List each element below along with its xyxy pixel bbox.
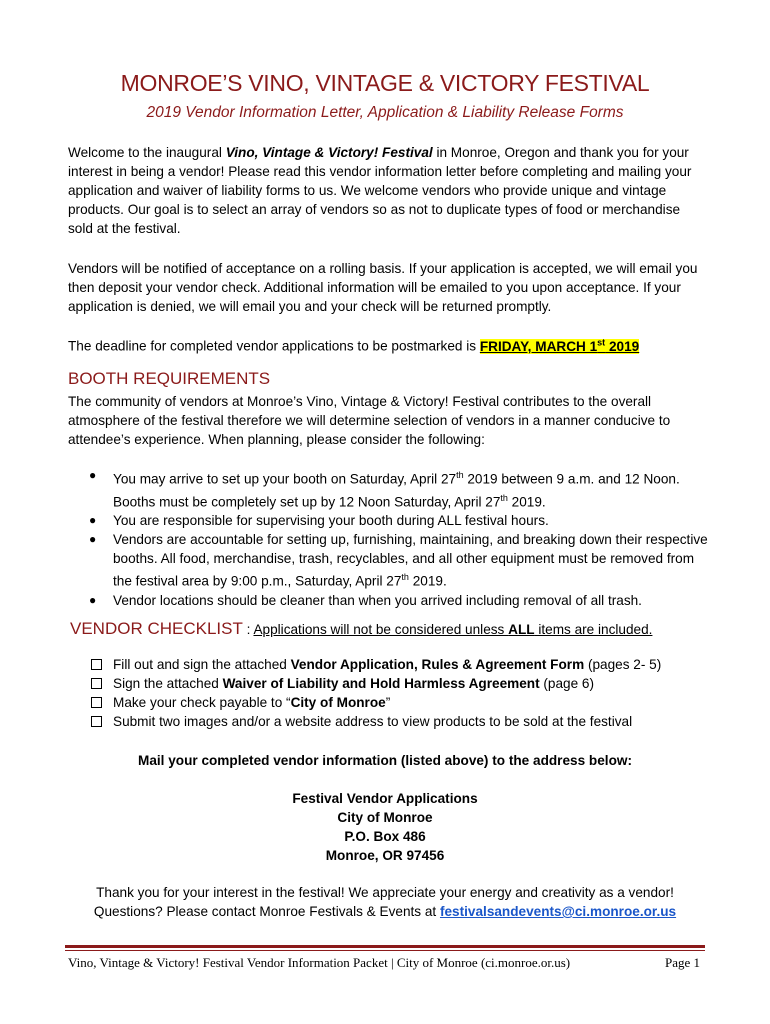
- checklist-item: Submit two images and/or a website address to view products to be sold at the festival: [91, 712, 661, 731]
- list-item: ● You are responsible for supervising your booth during ALL festival hours.: [89, 513, 549, 529]
- bullet-icon: ●: [89, 592, 97, 607]
- bullet-icon: ●: [89, 513, 97, 528]
- festival-name: Vino, Vintage & Victory! Festival: [225, 145, 433, 160]
- list-item: ● Vendor locations should be cleaner than when you arrived including removal of all trash.: [89, 592, 642, 608]
- footer-text: Vino, Vintage & Victory! Festival Vendor Information Packet | City of Monroe (ci.monroe.or.us): [68, 955, 571, 970]
- checkbox-icon[interactable]: [91, 716, 102, 727]
- bullet-icon: ●: [89, 532, 97, 547]
- intro-paragraph-1: Welcome to the inaugural Vino, Vintage & Victory! Festival in Monroe, Oregon and thank you for your interest in being a vendor! Please read this vendor information letter before completing and mailing your application and waiver of liability forms to us. We welcome vendors who provide unique and vintage products. Our goal is to select an array of vendors so as not to duplicate types of food or merchandise sold at the festival.: [68, 145, 692, 236]
- booth-intro-paragraph: The community of vendors at Monroe’s Vino, Vintage & Victory! Festival contributes to the overall atmosphere of the festival therefore we will determine selection of vendors in a manner conducive to attendee’s experience. When planning, please consider the following:: [68, 394, 671, 447]
- mail-instruction: Mail your completed vendor information (listed above) to the address below:: [138, 753, 632, 768]
- intro-paragraph-2: Vendors will be notified of acceptance on a rolling basis. If your application is accepted, we will email you then deposit your vendor check. Additional information will be emailed to you upon acceptance. If your application is denied, we will email you and your check will be returned promptly.: [68, 261, 698, 314]
- page-subtitle: 2019 Vendor Information Letter, Application & Liability Release Forms: [146, 104, 624, 121]
- checkbox-icon[interactable]: [91, 659, 102, 670]
- booth-requirements-heading: BOOTH REQUIREMENTS: [68, 369, 271, 388]
- vendor-checklist: [91, 655, 661, 731]
- deadline-paragraph: The deadline for completed vendor applications to be postmarked is FRIDAY, MARCH 1st 2019: [68, 337, 640, 354]
- vendor-checklist-heading: VENDOR CHECKLIST : Applications will not be considered unless ALL items are included.: [70, 619, 653, 638]
- checkbox-icon[interactable]: [91, 697, 102, 708]
- list-item: ● You may arrive to set up your booth on Saturday, April 27th 2019 between 9 a.m. and 12 Noon. Booths must be completely set up by 12 Noon Saturday, April 27th 2019.: [89, 468, 680, 510]
- footer-divider-thin: [65, 950, 705, 951]
- mailing-address: Festival Vendor Applications City of Monroe P.O. Box 486 Monroe, OR 97456: [292, 791, 478, 863]
- bullet-icon: ●: [89, 468, 97, 482]
- booth-bullet-list: [68, 466, 708, 610]
- list-item: ● Vendors are accountable for setting up, furnishing, maintaining, and breaking down their respective booths. All food, merchandise, trash, recyclables, and all other equipment must be removed from the festival area by 9:00 p.m., Saturday, April 27th 2019.: [89, 532, 708, 589]
- checklist-item: Sign the attached Waiver of Liability and Hold Harmless Agreement (page 6): [91, 674, 661, 693]
- checklist-note: Applications will not be considered unless ALL items are included.: [253, 622, 653, 637]
- page-number: Page 1: [664, 955, 700, 970]
- footer-divider: [65, 945, 705, 948]
- closing-paragraph: Thank you for your interest in the festival! We appreciate your energy and creativity as a vendor! Questions? Please contact Monroe Festivals & Events at festivalsandevents@ci.monroe.or.us: [93, 885, 677, 919]
- checklist-item: Fill out and sign the attached Vendor Application, Rules & Agreement Form (pages 2- 5): [91, 655, 661, 674]
- page-title: MONROE’S VINO, VINTAGE & VICTORY FESTIVAL: [120, 70, 650, 96]
- checkbox-icon[interactable]: [91, 678, 102, 689]
- deadline-date: FRIDAY, MARCH 1st 2019: [479, 337, 640, 354]
- contact-email-link[interactable]: festivalsandevents@ci.monroe.or.us: [439, 904, 677, 919]
- checklist-item: Make your check payable to “City of Monroe”: [91, 693, 661, 712]
